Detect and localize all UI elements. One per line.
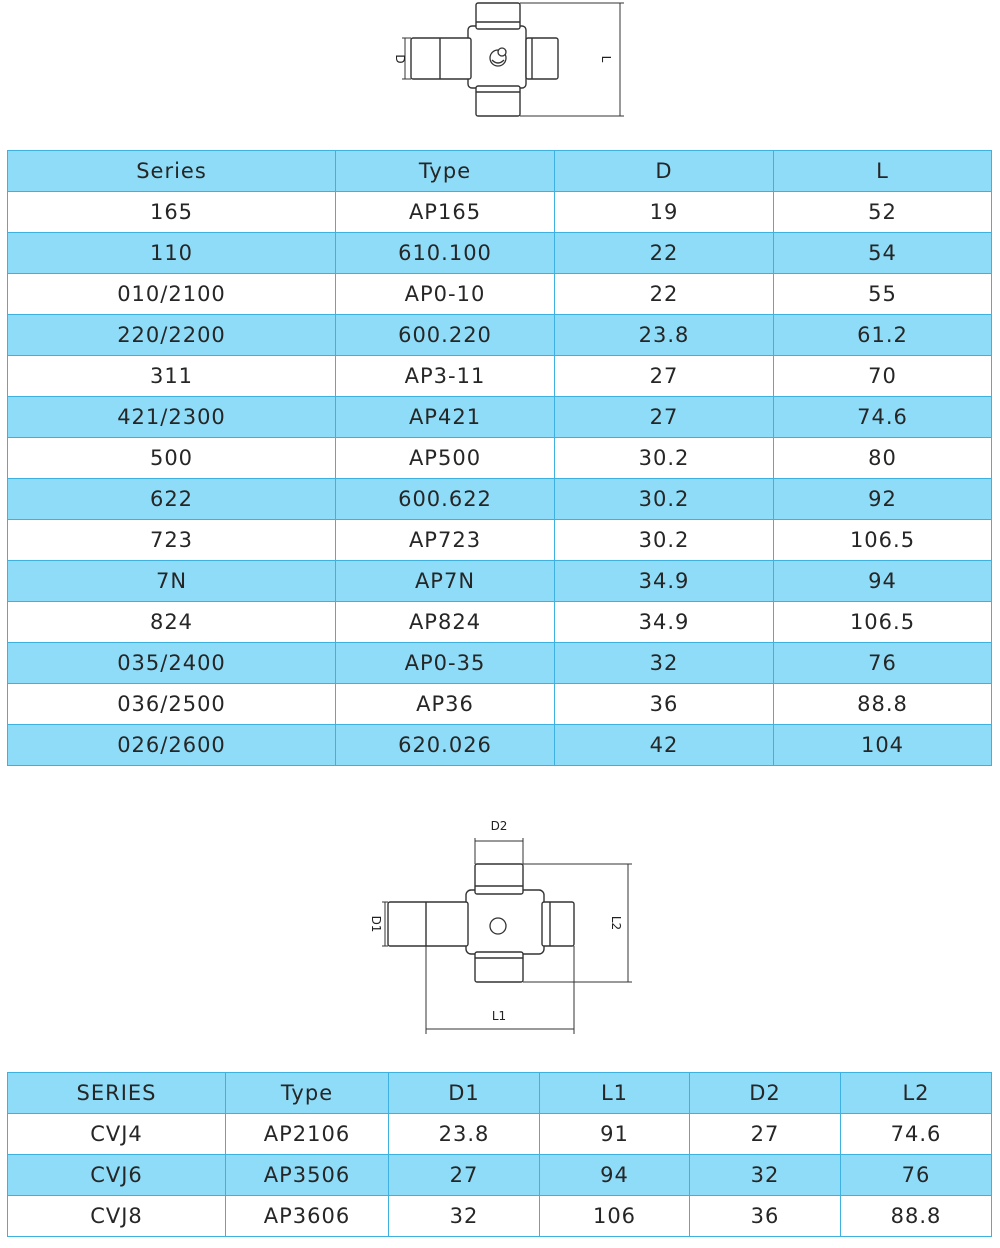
cell-type: AP723 <box>336 520 555 561</box>
cell-d: 34.9 <box>555 602 774 643</box>
cell-d: 23.8 <box>555 315 774 356</box>
cell-l: 52 <box>774 192 992 233</box>
cell-d1: 32 <box>389 1196 540 1237</box>
table-row <box>8 725 992 766</box>
cell-l: 54 <box>774 233 992 274</box>
header-l: L <box>774 151 992 192</box>
table-row <box>8 643 992 684</box>
table2-header-row <box>8 1073 992 1114</box>
cell-d: 27 <box>555 397 774 438</box>
cell-d2: 32 <box>690 1155 841 1196</box>
cell-d2: 36 <box>690 1196 841 1237</box>
joint-diagram-2 <box>360 812 640 1040</box>
cell-series: 723 <box>8 520 336 561</box>
table-row <box>8 520 992 561</box>
cell-type: AP3-11 <box>336 356 555 397</box>
cell-type: AP0-35 <box>336 643 555 684</box>
table-row <box>8 397 992 438</box>
table-row <box>8 561 992 602</box>
table-row <box>8 438 992 479</box>
cell-type: AP36 <box>336 684 555 725</box>
cell-type: AP3506 <box>226 1155 389 1196</box>
cell-l: 106.5 <box>774 602 992 643</box>
cell-l: 88.8 <box>774 684 992 725</box>
cell-l: 94 <box>774 561 992 602</box>
cell-l1: 106 <box>540 1196 690 1237</box>
cell-series: 421/2300 <box>8 397 336 438</box>
header-series: SERIES <box>8 1073 226 1114</box>
table-row <box>8 274 992 315</box>
cell-series: 824 <box>8 602 336 643</box>
cell-series: 7N <box>8 561 336 602</box>
table-row <box>8 356 992 397</box>
cell-series: 026/2600 <box>8 725 336 766</box>
spec-table-1 <box>7 150 992 766</box>
cell-series: 035/2400 <box>8 643 336 684</box>
cell-series: 500 <box>8 438 336 479</box>
cell-type: AP3606 <box>226 1196 389 1237</box>
cell-series: 036/2500 <box>8 684 336 725</box>
cell-d: 30.2 <box>555 520 774 561</box>
label-d2: D2 <box>490 819 508 833</box>
joint-diagram-1 <box>380 0 630 125</box>
spec-table-2 <box>7 1072 992 1237</box>
header-l1: L1 <box>540 1073 690 1114</box>
cell-series: 622 <box>8 479 336 520</box>
cell-d: 30.2 <box>555 479 774 520</box>
table-row <box>8 315 992 356</box>
cell-l1: 91 <box>540 1114 690 1155</box>
table1-header-row <box>8 151 992 192</box>
cell-type: AP421 <box>336 397 555 438</box>
cell-d: 42 <box>555 725 774 766</box>
cell-type: AP0-10 <box>336 274 555 315</box>
cell-type: 600.220 <box>336 315 555 356</box>
table-row <box>8 602 992 643</box>
cell-d1: 23.8 <box>389 1114 540 1155</box>
header-series: Series <box>8 151 336 192</box>
cell-l2: 74.6 <box>841 1114 992 1155</box>
table-row <box>8 1155 992 1196</box>
header-type: Type <box>336 151 555 192</box>
cell-l: 92 <box>774 479 992 520</box>
cell-d2: 27 <box>690 1114 841 1155</box>
cell-type: AP2106 <box>226 1114 389 1155</box>
label-l: L <box>599 55 613 63</box>
cell-series: 110 <box>8 233 336 274</box>
cell-d: 34.9 <box>555 561 774 602</box>
cell-l: 80 <box>774 438 992 479</box>
header-d2: D2 <box>690 1073 841 1114</box>
cell-d: 27 <box>555 356 774 397</box>
cell-l: 55 <box>774 274 992 315</box>
cell-l2: 88.8 <box>841 1196 992 1237</box>
cell-type: 620.026 <box>336 725 555 766</box>
cell-series: 220/2200 <box>8 315 336 356</box>
table-row <box>8 684 992 725</box>
center-hole-icon <box>490 918 506 934</box>
cell-type: AP7N <box>336 561 555 602</box>
table-row <box>8 479 992 520</box>
header-l2: L2 <box>841 1073 992 1114</box>
cell-l1: 94 <box>540 1155 690 1196</box>
table-row <box>8 192 992 233</box>
cell-l: 61.2 <box>774 315 992 356</box>
cell-d1: 27 <box>389 1155 540 1196</box>
cell-l2: 76 <box>841 1155 992 1196</box>
cell-series: 165 <box>8 192 336 233</box>
cell-series: CVJ4 <box>8 1114 226 1155</box>
header-d1: D1 <box>389 1073 540 1114</box>
cell-type: AP165 <box>336 192 555 233</box>
cell-series: CVJ6 <box>8 1155 226 1196</box>
cell-l: 70 <box>774 356 992 397</box>
header-d: D <box>555 151 774 192</box>
label-d1: D1 <box>369 915 383 933</box>
cell-l: 74.6 <box>774 397 992 438</box>
label-l2: L2 <box>609 915 623 931</box>
cell-type: 610.100 <box>336 233 555 274</box>
table-row <box>8 1196 992 1237</box>
table-row <box>8 233 992 274</box>
cell-series: 311 <box>8 356 336 397</box>
cell-type: AP500 <box>336 438 555 479</box>
cell-series: 010/2100 <box>8 274 336 315</box>
cell-type: AP824 <box>336 602 555 643</box>
table-row <box>8 1114 992 1155</box>
cell-d: 22 <box>555 274 774 315</box>
label-d: D <box>393 54 407 64</box>
cell-l: 76 <box>774 643 992 684</box>
cell-series: CVJ8 <box>8 1196 226 1237</box>
cell-d: 36 <box>555 684 774 725</box>
label-l1: L1 <box>491 1009 507 1023</box>
cell-d: 30.2 <box>555 438 774 479</box>
cell-type: 600.622 <box>336 479 555 520</box>
cell-d: 32 <box>555 643 774 684</box>
cell-l: 104 <box>774 725 992 766</box>
cell-d: 19 <box>555 192 774 233</box>
cell-d: 22 <box>555 233 774 274</box>
header-type: Type <box>226 1073 389 1114</box>
cell-l: 106.5 <box>774 520 992 561</box>
